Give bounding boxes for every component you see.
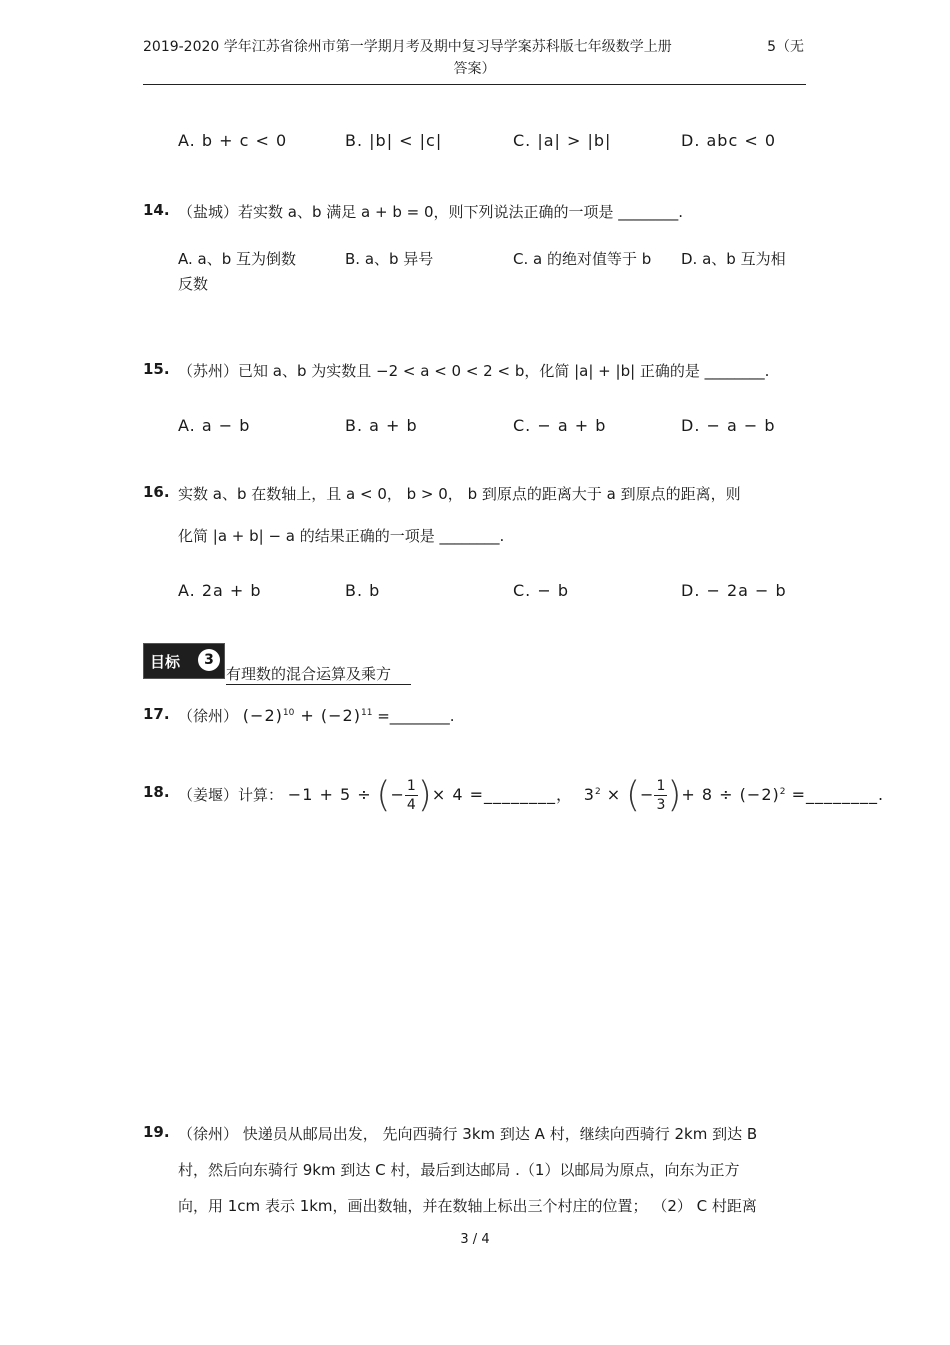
q19-line3: 向，用 1cm 表示 1km，画出数轴，并在数轴上标出三个村庄的位置； （2） C 村距离 <box>178 1197 757 1215</box>
target-badge <box>143 643 225 679</box>
q18-part2-exponent-2: 2 <box>779 787 786 797</box>
q17-exponent-a: 10 <box>282 708 295 718</box>
q18-frac1-sign: − <box>390 785 405 804</box>
q18-number: 18. <box>143 783 170 801</box>
q17-answer-blank: =________. <box>372 707 455 725</box>
q18-prefix: （姜堰）计算： <box>178 786 284 804</box>
q15-option-a: A. a − b <box>178 416 251 435</box>
q18-frac1-numerator: 1 <box>406 778 416 794</box>
q18-right-paren-1: ) <box>417 774 432 816</box>
q18-part2-post-a: + 8 ÷ (−2) <box>681 785 780 804</box>
q19-number: 19. <box>143 1123 170 1141</box>
q15-option-c: C. − a + b <box>513 416 607 435</box>
q13-option-c: C. |a| > |b| <box>513 131 612 150</box>
q18-fraction-2 <box>654 777 667 814</box>
q18-left-paren-2: ( <box>626 774 641 816</box>
q18-part2-post-b: =________. <box>785 785 885 804</box>
q15-option-d: D. − a − b <box>681 416 776 435</box>
q16-option-a: A. 2a + b <box>178 581 262 600</box>
q16-option-d: D. − 2a − b <box>681 581 787 600</box>
q15-stem: （苏州）已知 a、b 为实数且 −2 < a < 0 < 2 < b，化简 |a| + |b| 正确的是 ________. <box>178 362 770 380</box>
q18-frac2-denominator: 3 <box>656 797 666 813</box>
q17-exponent-b: 11 <box>360 708 373 718</box>
q19-line1: （徐州） 快递员从邮局出发， 先向西骑行 3km 到达 A 村，继续向西骑行 2km 到达 B <box>178 1125 758 1143</box>
q19-line2: 村，然后向东骑行 9km 到达 C 村，最后到达邮局 .（1）以邮局为原点，向东为正方 <box>178 1161 740 1179</box>
header-title-continued: 答案） <box>453 61 496 77</box>
q14-stem: （盐城）若实数 a、b 满足 a + b = 0，则下列说法正确的一项是 ________. <box>178 203 684 221</box>
q18-frac1-denominator: 4 <box>406 797 416 813</box>
q18-part2-base: 3 <box>583 785 595 804</box>
q18-body <box>178 766 884 818</box>
q17-number: 17. <box>143 705 170 723</box>
q13-option-d: D. abc < 0 <box>681 131 777 150</box>
header-page-suffix: 5（无 <box>767 39 804 55</box>
q18-right-paren-2: ) <box>667 774 682 816</box>
target-badge-label: 目标 <box>150 653 181 671</box>
q18-part1-post: × 4 =________， <box>431 785 574 804</box>
q18-frac2-sign: − <box>640 785 655 804</box>
q18-part1-pre: −1 + 5 ÷ <box>287 785 372 804</box>
q17-prefix: （徐州） <box>178 707 239 725</box>
header-divider <box>143 84 806 85</box>
target-badge-number: 3 <box>198 649 220 671</box>
q18-part2-exponent: 2 <box>594 787 601 797</box>
q16-number: 16. <box>143 483 170 501</box>
q14-option-d-continued: 反数 <box>178 275 209 293</box>
q14-number: 14. <box>143 201 170 219</box>
page-number: 3 / 4 <box>460 1232 490 1247</box>
q18-left-paren-1: ( <box>376 774 391 816</box>
q17-term-b: (−2) <box>320 706 361 725</box>
q14-option-b: B. a、b 异号 <box>345 250 434 268</box>
page-header <box>143 36 806 80</box>
q16-stem-line1: 实数 a、b 在数轴上，且 a < 0， b > 0， b 到原点的距离大于 a 到原点的距离，则 <box>178 485 741 503</box>
q18-frac2-numerator: 1 <box>656 778 666 794</box>
q13-option-b: B. |b| < |c| <box>345 131 443 150</box>
q16-stem-line2: 化简 |a + b| − a 的结果正确的一项是 ________. <box>178 527 505 545</box>
q17-plus: + <box>294 706 321 725</box>
q13-option-a: A. b + c < 0 <box>178 131 288 150</box>
header-title: 2019-2020 学年江苏省徐州市第一学期月考及期中复习导学案苏科版七年级数学上册 <box>143 39 672 55</box>
q18-part2-times: × <box>600 785 622 804</box>
q15-number: 15. <box>143 360 170 378</box>
q14-option-a: A. a、b 互为倒数 <box>178 250 297 268</box>
q14-option-c: C. a 的绝对值等于 b <box>513 250 652 268</box>
q15-option-b: B. a + b <box>345 416 418 435</box>
q18-fraction-1 <box>405 777 418 814</box>
q16-option-b: B. b <box>345 581 381 600</box>
target-section-title: 有理数的混合运算及乘方 <box>226 663 411 685</box>
q17-body <box>178 705 455 726</box>
q14-option-d: D. a、b 互为相 <box>681 250 786 268</box>
q17-term-a: (−2) <box>242 706 283 725</box>
q16-option-c: C. − b <box>513 581 569 600</box>
